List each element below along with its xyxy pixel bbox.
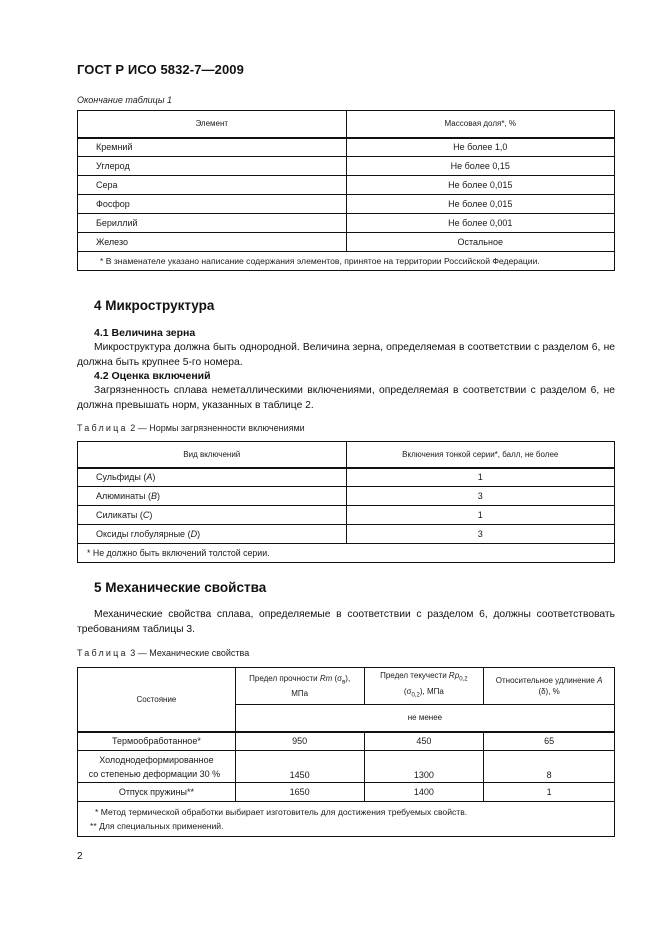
cell-score: 1 [346,468,614,487]
cell-a: 8 [484,751,615,783]
subheader-min: не менее [235,705,614,732]
cell-element: Сера [78,176,347,195]
cell-state: Термообработанное* [78,732,236,751]
table-row [78,157,615,176]
column-header-inclusion-type: Вид включений [78,442,347,468]
cell-score: 1 [346,506,614,525]
section-4-1-text: Микроструктура должна быть однородной. Величина зерна, определяемая в соответствии с разделом 6, не должна быть крупнее 5-го номера. [77,342,615,368]
section-4-heading: 4 Микроструктура [94,298,215,313]
cell-value: Не более 0,001 [346,214,614,233]
cell-rp: 1300 [364,751,484,783]
cell-inclusion: Сульфиды (A) [78,468,347,487]
cell-inclusion: Оксиды глобулярные (D) [78,525,347,544]
table1-footnote: * В знаменателе указано написание содержания элементов, принятое на территории Российской Федерации. [78,252,615,271]
table-header-row [78,442,615,468]
table-header-row [78,111,615,138]
table1-caption: Окончание таблицы 1 [77,95,172,105]
table-footnote-row [78,544,615,563]
cell-rm: 1650 [235,783,364,802]
page-number: 2 [77,851,83,862]
column-header-element: Элемент [78,111,347,138]
table-footnote-row [78,252,615,271]
cell-element: Кремний [78,138,347,157]
column-header-state: Состояние [78,668,236,732]
table-footnote-row [78,802,615,837]
table-row [78,214,615,233]
section-4-2-text: Загрязненность сплава неметаллическими включениями, определяемая в соответствии с разделом 6, не должна превышать норм, указанных в таблице 2. [77,385,615,411]
column-header-thin-series: Включения тонкой серии*, балл, не более [346,442,614,468]
table-row [78,732,615,751]
table-row [78,506,615,525]
cell-value: Не более 0,015 [346,195,614,214]
table-3-mechanical-properties [77,667,615,837]
table3-caption: Таблица 3 — Механические свойства [77,648,250,658]
table3-footnote-1: * Метод термической обработки выбирает изготовитель для достижения требуемых свойств. [95,807,468,817]
cell-state: Отпуск пружины** [78,783,236,802]
column-header-elongation: Относительное удлинение A (δ), % [484,668,615,705]
cell-rm: 1450 [235,751,364,783]
table-2-inclusions [77,441,615,563]
table3-footnote-2: ** Для специальных применений. [90,821,224,831]
table-row [78,751,615,783]
section-5-heading: 5 Механические свойства [94,580,267,595]
table-row [78,195,615,214]
cell-element: Углерод [78,157,347,176]
cell-score: 3 [346,525,614,544]
cell-a: 1 [484,783,615,802]
column-header-yield-strength: Предел текучести $R\rho_{0,2}$ $(\sigma_{0,2})$, МПа [364,668,484,705]
cell-rm: 950 [235,732,364,751]
column-header-mass-fraction: Массовая доля*, % [346,111,614,138]
section-4-1-heading: 4.1 Величина зерна [94,327,196,339]
cell-score: 3 [346,487,614,506]
table-row [78,176,615,195]
cell-rp: 1400 [364,783,484,802]
table-row [78,487,615,506]
cell-value: Не более 0,15 [346,157,614,176]
table-row [78,468,615,487]
cell-element: Фосфор [78,195,347,214]
cell-a: 65 [484,732,615,751]
cell-value: Остальное [346,233,614,252]
table3-footnotes [78,802,615,837]
cell-rp: 450 [364,732,484,751]
cell-element: Бериллий [78,214,347,233]
section-5-text: Механические свойства сплава, определяемые в соответствии с разделом 6, должны соответствовать требованиям таблицы 3. [77,609,615,635]
cell-value: Не более 0,015 [346,176,614,195]
table-row [78,138,615,157]
table2-footnote: * Не должно быть включений толстой серии. [78,544,615,563]
cell-element: Железо [78,233,347,252]
table-row [78,233,615,252]
cell-inclusion: Алюминаты (B) [78,487,347,506]
cell-state: Холоднодеформированное со степенью деформации 30 % [78,751,236,783]
document-title: ГОСТ Р ИСО 5832-7—2009 [77,62,244,77]
table2-caption: Таблица 2 — Нормы загрязненности включениями [77,423,305,433]
table-row [78,525,615,544]
section-4-2-heading: 4.2 Оценка включений [94,370,211,382]
column-header-tensile-strength: Предел прочности Rm $(\sigma_в)$, МПа [235,668,364,705]
table-header-row [78,668,615,705]
table-row [78,783,615,802]
table-1-composition [77,110,615,271]
cell-value: Не более 1,0 [346,138,614,157]
cell-inclusion: Силикаты (C) [78,506,347,525]
